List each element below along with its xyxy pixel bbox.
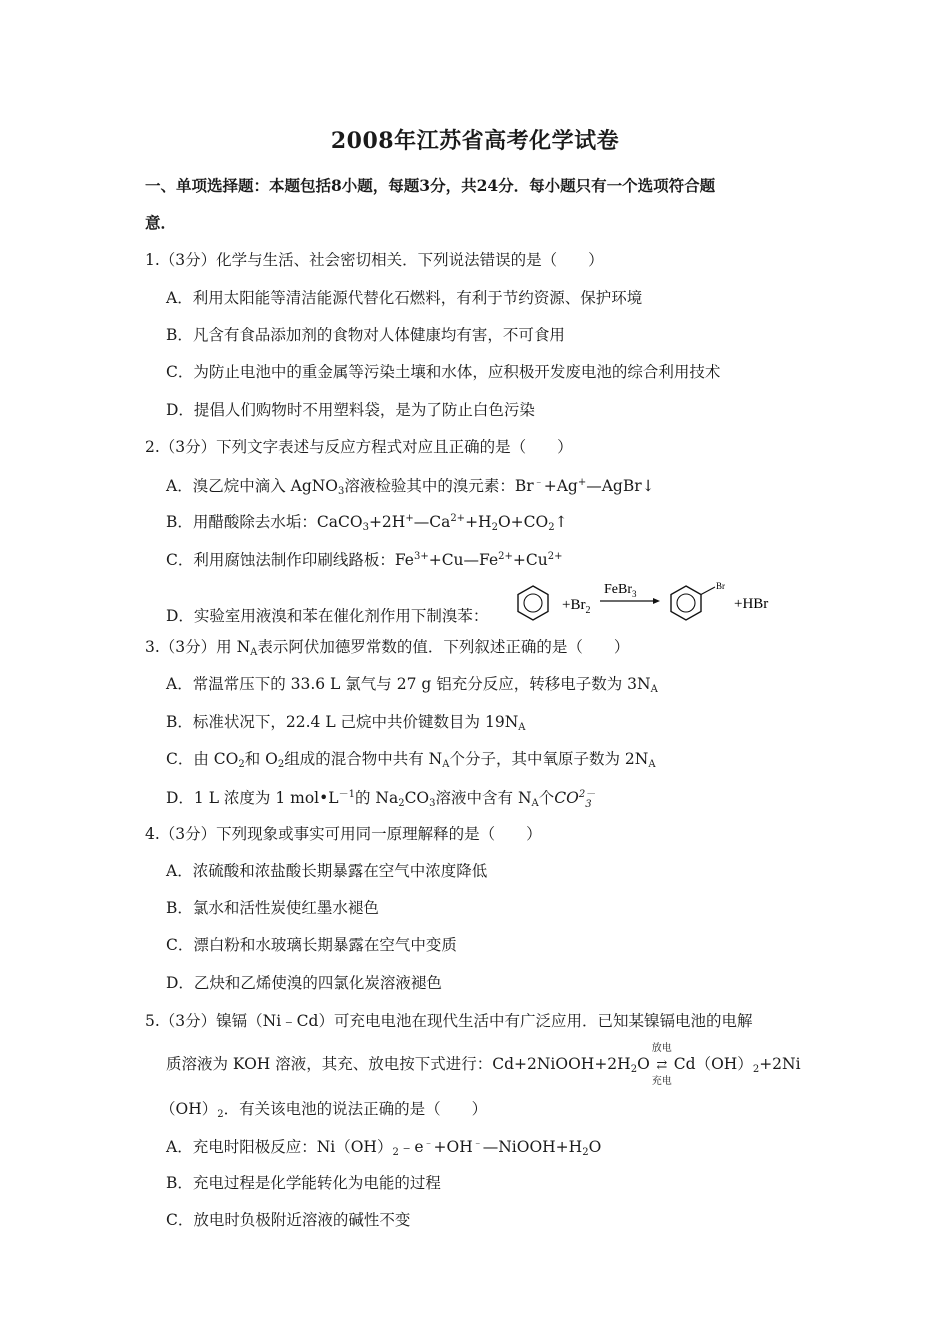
subscript: A — [442, 759, 450, 770]
question-5-stem-line2 — [166, 1043, 801, 1087]
subscript: 2 — [548, 522, 555, 533]
benzene-bromination-equation — [508, 576, 798, 628]
opt-text: CO — [404, 789, 430, 807]
page-title: 2008年江苏省高考化学试卷 — [330, 128, 620, 154]
opt-text: C．由 CO — [166, 750, 239, 768]
question-2-option-d: D．实验室用液溴和苯在催化剂作用下制溴苯： — [166, 607, 489, 625]
question-2-option-b — [166, 510, 568, 533]
opt-text: +2H — [368, 513, 406, 531]
opt-text: A．常温常压下的 33.6 L 氯气与 27 g 铝充分反应，转移电子数为 3N — [166, 675, 651, 693]
question-4-option-d: D．乙炔和乙烯使溴的四氯化炭溶液褪色 — [166, 974, 442, 992]
section-heading: 一、单项选择题：本题包括8小题，每题3分，共24分．每小题只有一个选项符合题 — [145, 176, 716, 195]
question-5-option-c: C．放电时负极附近溶液的碱性不变 — [166, 1211, 411, 1229]
subscript: 2 — [398, 798, 405, 809]
question-4-option-c: C．漂白粉和水玻璃长期暴露在空气中变质 — [166, 936, 457, 954]
superscript: ﹣ — [533, 477, 544, 488]
question-2-option-c — [166, 548, 562, 570]
question-3-option-d — [166, 785, 596, 810]
question-5-stem-line3 — [160, 1097, 487, 1120]
opt-text: —Ca — [413, 513, 451, 531]
opt-text: 组成的混合物中共有 N — [284, 750, 443, 768]
stem-text: （OH） — [160, 1100, 218, 1118]
carbonate-ion: $CO^{2-}_3$ — [554, 789, 596, 810]
subscript: 3 — [338, 486, 345, 497]
question-5-option-a — [166, 1134, 601, 1158]
equilibrium-icon: ⇄ — [656, 1058, 668, 1073]
opt-text: D．1 L 浓度为 1 mol•L — [166, 789, 339, 807]
subscript: 2 — [277, 759, 285, 770]
opt-text: +Ag — [543, 477, 578, 495]
question-1-option-d: D．提倡人们购物时不用塑料袋，是为了防止白色污染 — [166, 401, 535, 419]
question-1-option-c: C．为防止电池中的重金属等污染土壤和水体，应积极开发废电池的综合利用技术 — [166, 363, 721, 381]
catalyst-label: FeBr$_3$ — [604, 582, 637, 599]
subscript: 2 — [491, 522, 498, 533]
opt-text: O+CO — [497, 513, 549, 531]
reactant-br2: $+Br_2$ — [562, 597, 591, 616]
bromobenzene-ring-icon — [671, 586, 715, 620]
subscript: 3 — [362, 522, 369, 533]
question-2-stem: 2.（3分）下列文字表述与反应方程式对应且正确的是（ ） — [145, 438, 573, 456]
opt-text: +OH — [433, 1138, 473, 1156]
superscript: ﹣ — [423, 1138, 434, 1149]
question-4-stem: 4.（3分）下列现象或事实可用同一原理解释的是（ ） — [145, 825, 542, 843]
question-5-stem-line1: 5.（3分）镍镉（Ni﹣Cd）可充电电池在现代生活中有广泛应用．已知某镍镉电池的电解 — [145, 1012, 753, 1030]
subscript: 2 — [582, 1147, 589, 1158]
superscript: ﹣ — [472, 1138, 483, 1149]
opt-text: +H — [465, 513, 492, 531]
opt-text: 和 O — [244, 750, 278, 768]
subscript: 3 — [429, 798, 436, 809]
question-1-option-b: B．凡含有食品添加剂的食物对人体健康均有害，不可食用 — [166, 326, 565, 344]
stem-text: O — [637, 1055, 650, 1073]
superscript: 2+ — [498, 551, 513, 562]
question-3-stem — [145, 635, 629, 658]
subscript: A — [648, 759, 656, 770]
superscript: 2+ — [547, 551, 563, 562]
opt-text: ↑ — [554, 513, 568, 531]
question-3-option-a — [166, 672, 658, 695]
product-hbr: +HBr — [734, 596, 769, 612]
subscript: A — [650, 684, 658, 695]
opt-text: 个 — [538, 789, 555, 807]
reaction-arrow-head — [653, 598, 660, 604]
opt-text: ﹣e — [398, 1138, 424, 1156]
opt-text: A．溴乙烷中滴入 AgNO — [166, 477, 339, 495]
subscript: 2 — [392, 1147, 399, 1158]
subscript: 2 — [217, 1109, 224, 1120]
question-4-option-a: A．浓硫酸和浓盐酸长期暴露在空气中浓度降低 — [166, 862, 488, 880]
question-2-option-a — [166, 473, 655, 497]
opt-text: 个分子，其中氧原子数为 2N — [449, 750, 649, 768]
superscript: 3+ — [413, 551, 429, 562]
question-1-stem: 1.（3分）化学与生活、社会密切相关．下列说法错误的是（ ） — [145, 251, 604, 269]
question-3-option-b — [166, 710, 526, 733]
opt-text: O — [588, 1138, 602, 1156]
superscript: + — [577, 477, 587, 488]
superscript: 2+ — [450, 513, 466, 524]
stem-text: ．有关该电池的说法正确的是（ ） — [223, 1100, 488, 1118]
opt-text: +Cu—Fe — [428, 551, 499, 569]
reversible-arrow — [650, 1043, 674, 1087]
stem-text: +2Ni — [759, 1055, 801, 1073]
opt-text: 的 Na — [354, 789, 399, 807]
opt-text: 溶液中含有 N — [435, 789, 532, 807]
subscript: 2 — [752, 1064, 760, 1075]
opt-text: B．用醋酸除去水垢：CaCO — [166, 513, 363, 531]
question-4-option-b: B．氯水和活性炭使红墨水褪色 — [166, 899, 379, 917]
stem-text: Cd（OH） — [673, 1055, 753, 1073]
superscript: －1 — [338, 789, 355, 800]
stem-text: 表示阿伏加德罗常数的值．下列叙述正确的是（ ） — [257, 638, 630, 656]
subscript: 2 — [238, 759, 245, 770]
question-1-option-a: A．利用太阳能等清洁能源代替化石燃料，有利于节约资源、保护环境 — [166, 289, 643, 307]
br-substituent: Br — [716, 581, 725, 591]
subscript: A — [250, 647, 258, 658]
benzene-ring-icon — [518, 586, 548, 620]
opt-text: C．利用腐蚀法制作印刷线路板：Fe — [166, 551, 414, 569]
section-heading-cont: 意． — [145, 213, 177, 232]
question-5-option-b: B．充电过程是化学能转化为电能的过程 — [166, 1174, 441, 1192]
opt-text: 溶液检验其中的溴元素：Br — [344, 477, 534, 495]
opt-text: —NiOOH+H — [482, 1138, 583, 1156]
opt-text: A．充电时阳极反应：Ni（OH） — [166, 1138, 393, 1156]
stem-text: 3.（3分）用 N — [145, 638, 251, 656]
question-3-option-c — [166, 747, 656, 770]
charge-label: 充电 — [651, 1076, 672, 1087]
opt-text: +Cu — [512, 551, 548, 569]
subscript: 2 — [630, 1064, 638, 1075]
stem-text: 质溶液为 KOH 溶液，其充、放电按下式进行：Cd+2NiOOH+2H — [166, 1055, 631, 1073]
subscript: A — [531, 798, 539, 809]
opt-text: —AgBr↓ — [586, 477, 655, 495]
discharge-label: 放电 — [651, 1043, 672, 1054]
subscript: A — [518, 722, 526, 733]
opt-text: B．标准状况下，22.4 L 己烷中共价键数目为 19N — [166, 713, 519, 731]
superscript: + — [405, 513, 414, 524]
